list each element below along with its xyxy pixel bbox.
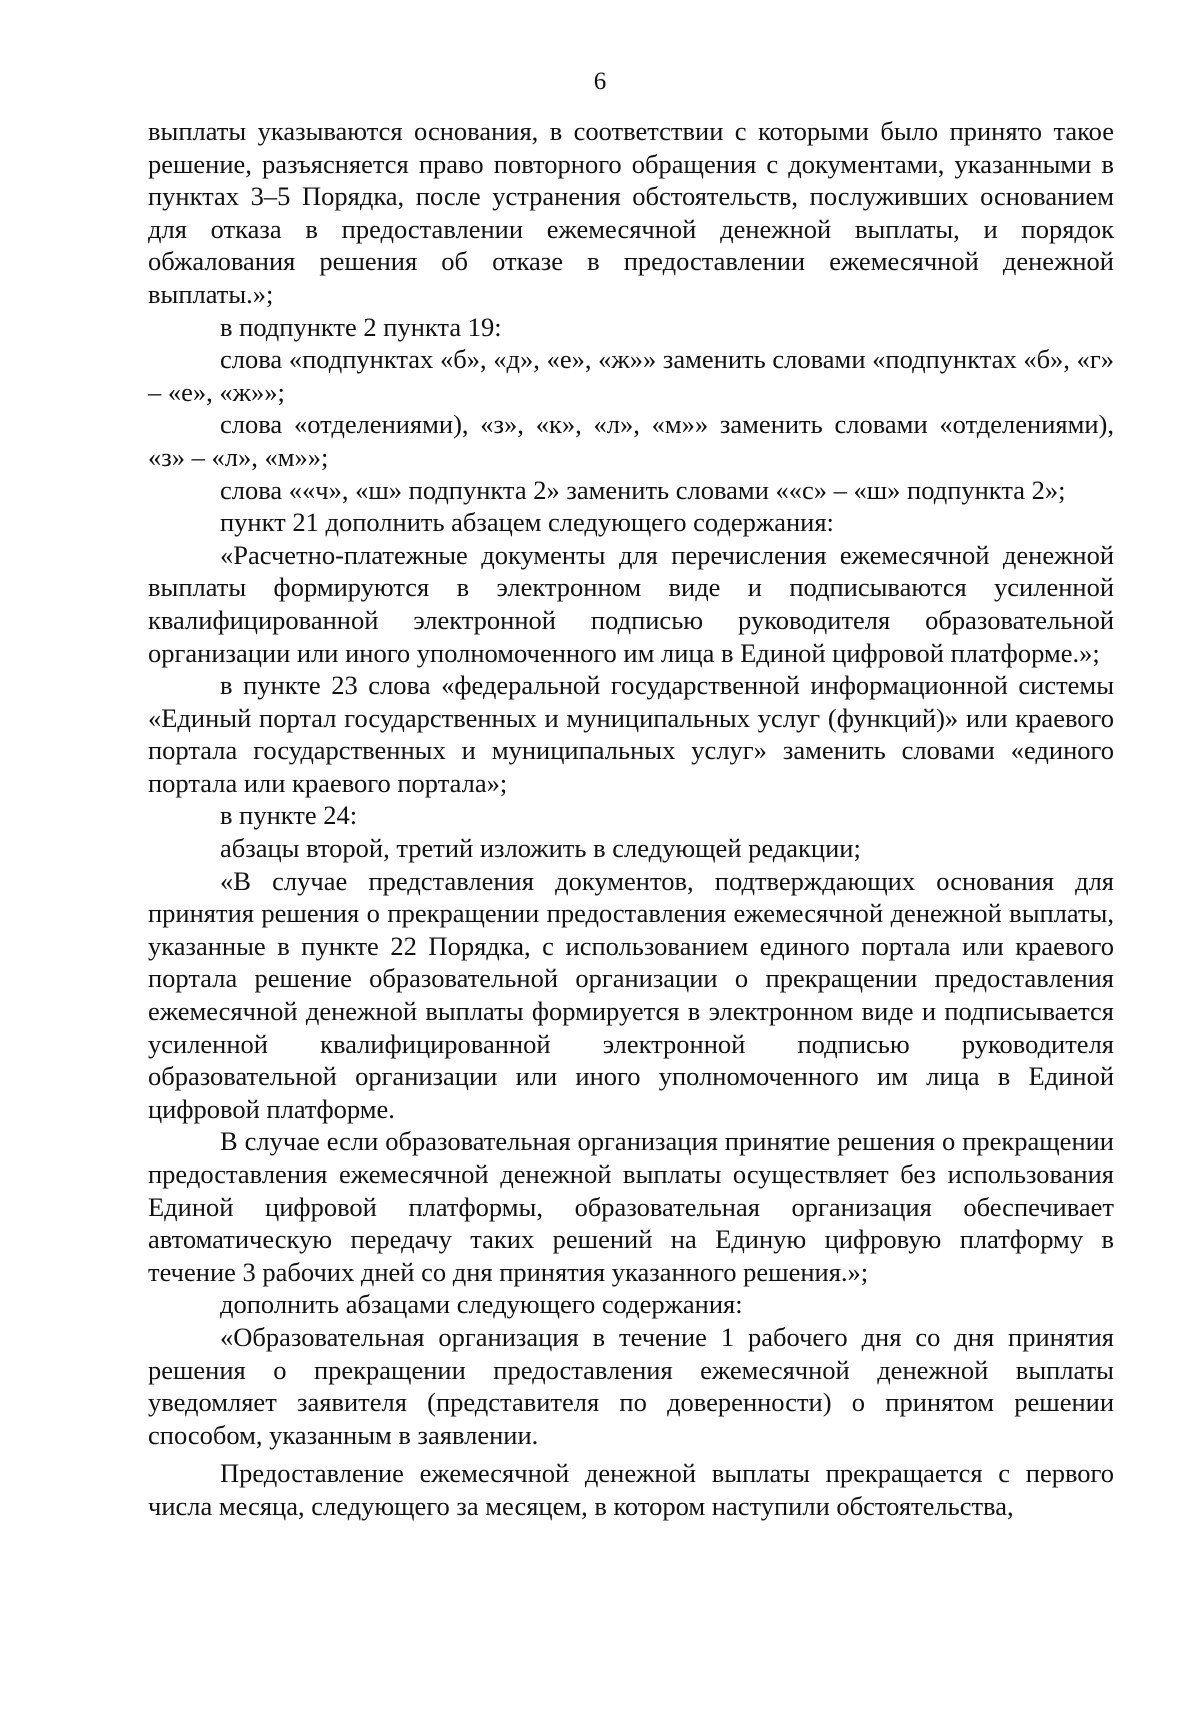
paragraph: в пункте 24: [220, 800, 358, 831]
paragraph: слова «отделениями), «з», «к», «л», «м»» заменить словами «отделениями), «з» – «л», «м»»; [148, 409, 1114, 472]
page-number: 6 [593, 68, 607, 95]
paragraph: дополнить абзацами следующего содержания: [220, 1289, 743, 1320]
paragraph: слова ««ч», «ш» подпункта 2» заменить словами ««с» – «ш» подпункта 2»; [220, 474, 1066, 505]
paragraph: слова «подпунктах «б», «д», «е», «ж»» заменить словами «подпунктах «б», «г» – «е», «ж»»; [148, 344, 1114, 407]
paragraph: пункт 21 дополнить абзацем следующего содержания: [220, 507, 834, 538]
paragraph: В случае если образовательная организация принятие решения о прекращении предоставления ежемесячной денежной выплаты осуществляет без использования Единой цифровой платформы, образовательная организация обеспечивает автоматическую передачу таких решений на Единую цифровую платформу в течение 3 рабочих дней со дня принятия указанного решения.»; [148, 1126, 1114, 1287]
paragraph: в подпункте 2 пункта 19: [220, 311, 502, 342]
document-body [148, 115, 1114, 1523]
paragraph: в пункте 23 слова «федеральной государственной информационной системы «Единый портал государственных и муниципальных услуг (функций)» или краевого портала государственных и муниципальных услуг» заменить словами «единого портала или краевого портала»; [148, 670, 1114, 798]
paragraph: выплаты указываются основания, в соответствии с которыми было принято такое решение, разъясняется право повторного обращения с документами, указанными в пунктах 3–5 Порядка, после устранения обстоятельств, послуживших основанием для отказа в предоставлении ежемесячной денежной выплаты, и порядок обжалования решения об отказе в предоставлении ежемесячной денежной выплаты.»; [148, 116, 1114, 309]
paragraph: абзацы второй, третий изложить в следующей редакции; [220, 833, 861, 864]
paragraph: Предоставление ежемесячной денежной выплаты прекращается с первого числа месяца, следующего за месяцем, в котором наступили обстоятельства, [148, 1458, 1114, 1521]
paragraph: «Образовательная организация в течение 1 рабочего дня со дня принятия решения о прекращении предоставления ежемесячной денежной выплаты уведомляет заявителя (представителя по доверенности) о принятом решении способом, указанным в заявлении. [148, 1321, 1114, 1450]
paragraph: «Расчетно-платежные документы для перечисления ежемесячной денежной выплаты формируются в электронном виде и подписываются усиленной квалифицированной электронной подписью руководителя образовательной организации или иного уполномоченного им лица в Единой цифровой платформе.»; [148, 539, 1114, 668]
paragraph: «В случае представления документов, подтверждающих основания для принятия решения о прекращении предоставления ежемесячной денежной выплаты, указанные в пункте 22 Порядка, с использованием единого портала или краевого портала решение образовательной организации о прекращении предоставления ежемесячной денежной выплаты формируется в электронном виде и подписывается усиленной квалифицированной электронной подписью руководителя образовательной организации или иного уполномоченного им лица в Единой цифровой платформе. [148, 865, 1114, 1124]
